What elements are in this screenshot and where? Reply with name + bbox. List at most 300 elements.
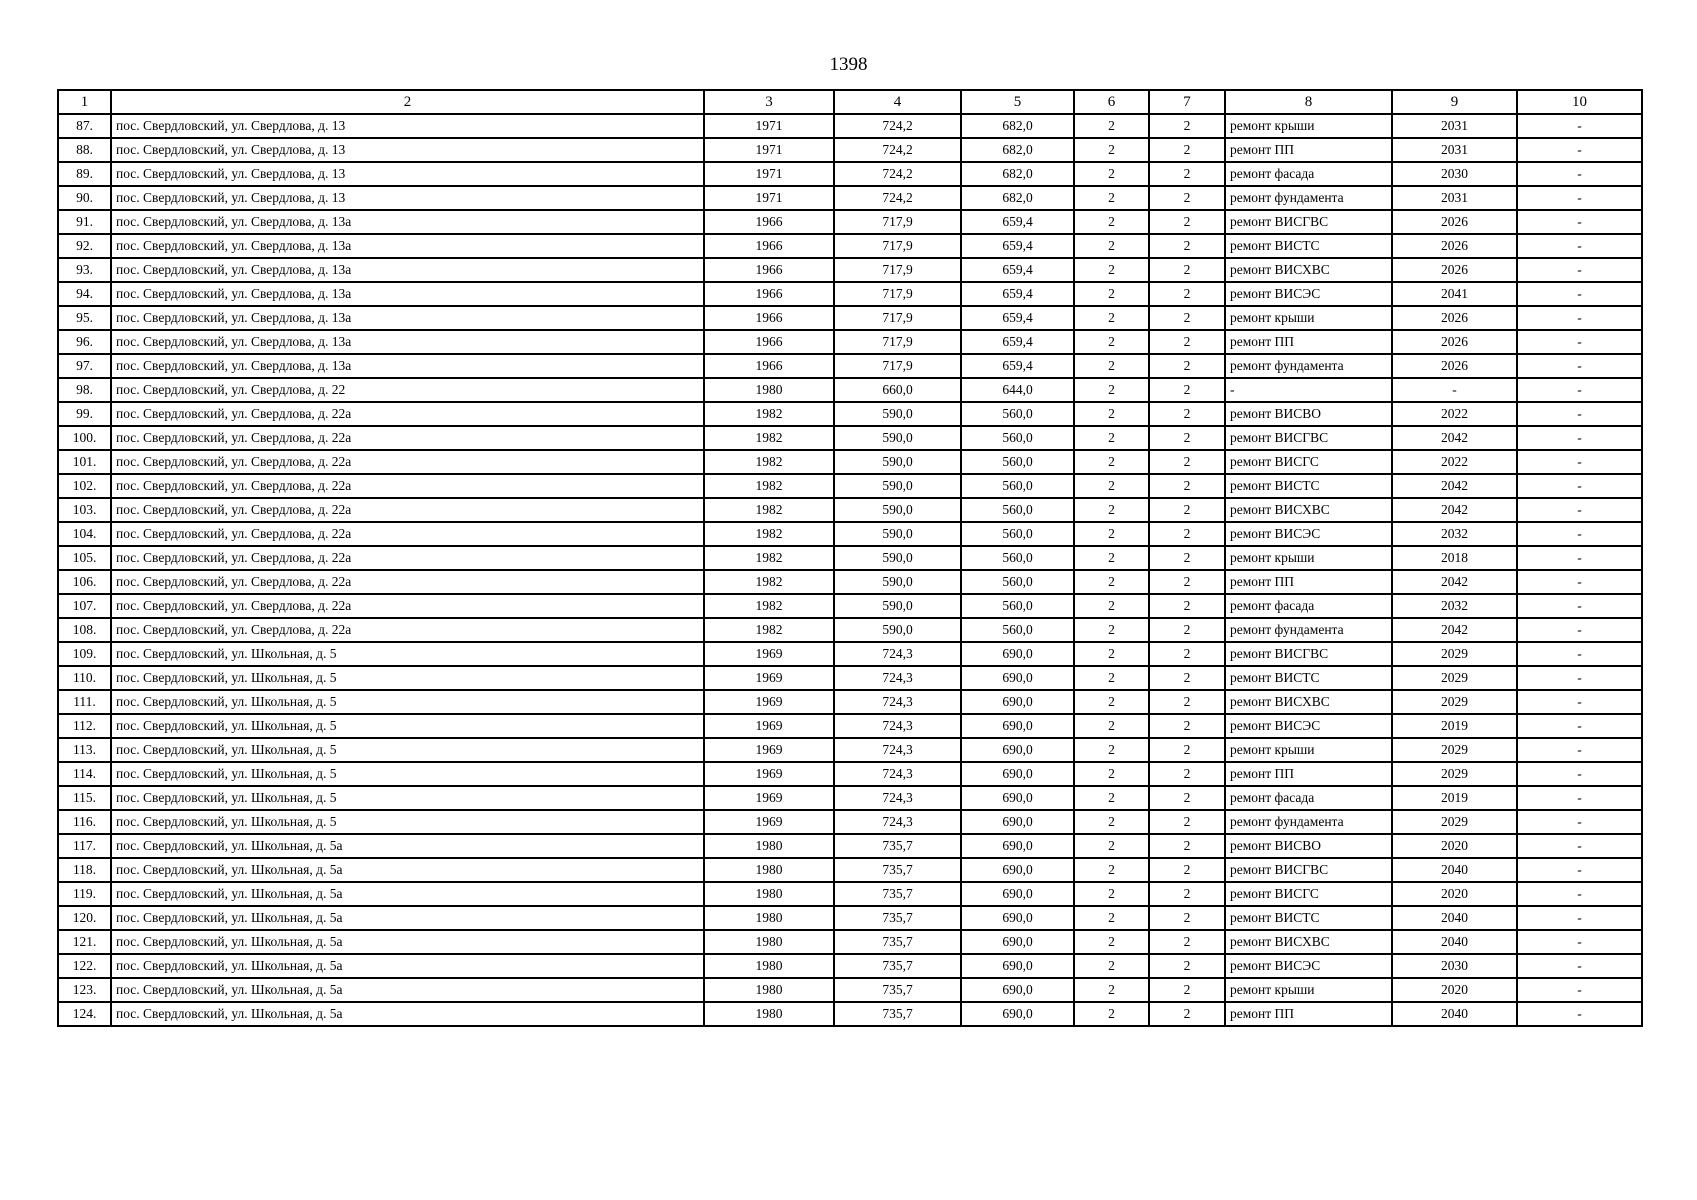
row-number-cell: 118. (58, 858, 111, 882)
year-cell: 2029 (1392, 642, 1517, 666)
year-cell: 2032 (1392, 522, 1517, 546)
col6-cell: 2 (1074, 186, 1149, 210)
col7-cell: 2 (1149, 714, 1225, 738)
page-number: 1398 (829, 54, 868, 75)
address-cell: пос. Свердловский, ул. Школьная, д. 5 (111, 690, 704, 714)
year-cell: 2030 (1392, 954, 1517, 978)
col7-cell: 2 (1149, 426, 1225, 450)
total-area-cell: 724,3 (834, 714, 961, 738)
repair-schedule-table (57, 89, 1643, 1027)
row-number-cell: 113. (58, 738, 111, 762)
col7-cell: 2 (1149, 762, 1225, 786)
col7-cell: 2 (1149, 978, 1225, 1002)
col10-cell: - (1517, 402, 1642, 426)
row-number-cell: 124. (58, 1002, 111, 1026)
living-area-cell: 682,0 (961, 114, 1074, 138)
col7-cell: 2 (1149, 378, 1225, 402)
col7-cell: 2 (1149, 954, 1225, 978)
year-built-cell: 1980 (704, 834, 834, 858)
address-cell: пос. Свердловский, ул. Свердлова, д. 13а (111, 234, 704, 258)
table-row (58, 354, 1642, 378)
work-type-cell: ремонт ВИСЭС (1225, 954, 1392, 978)
living-area-cell: 690,0 (961, 954, 1074, 978)
year-cell: 2031 (1392, 114, 1517, 138)
col6-cell: 2 (1074, 810, 1149, 834)
col10-cell: - (1517, 690, 1642, 714)
col10-cell: - (1517, 930, 1642, 954)
col7-cell: 2 (1149, 306, 1225, 330)
table-row (58, 450, 1642, 474)
col7-cell: 2 (1149, 882, 1225, 906)
total-area-cell: 735,7 (834, 954, 961, 978)
header-cell: 6 (1074, 90, 1149, 114)
col10-cell: - (1517, 1002, 1642, 1026)
table-row (58, 210, 1642, 234)
address-cell: пос. Свердловский, ул. Школьная, д. 5 (111, 810, 704, 834)
col7-cell: 2 (1149, 738, 1225, 762)
living-area-cell: 690,0 (961, 738, 1074, 762)
work-type-cell: ремонт ПП (1225, 762, 1392, 786)
year-built-cell: 1966 (704, 258, 834, 282)
total-area-cell: 590,0 (834, 402, 961, 426)
living-area-cell: 560,0 (961, 570, 1074, 594)
col10-cell: - (1517, 954, 1642, 978)
year-cell: 2032 (1392, 594, 1517, 618)
work-type-cell: ремонт фасада (1225, 786, 1392, 810)
total-area-cell: 590,0 (834, 474, 961, 498)
total-area-cell: 590,0 (834, 618, 961, 642)
total-area-cell: 717,9 (834, 330, 961, 354)
col10-cell: - (1517, 378, 1642, 402)
address-cell: пос. Свердловский, ул. Школьная, д. 5 (111, 714, 704, 738)
col7-cell: 2 (1149, 546, 1225, 570)
col6-cell: 2 (1074, 594, 1149, 618)
year-cell: 2040 (1392, 858, 1517, 882)
total-area-cell: 735,7 (834, 834, 961, 858)
col6-cell: 2 (1074, 1002, 1149, 1026)
year-cell: 2042 (1392, 570, 1517, 594)
year-built-cell: 1982 (704, 474, 834, 498)
table-row (58, 258, 1642, 282)
col7-cell: 2 (1149, 690, 1225, 714)
address-cell: пос. Свердловский, ул. Школьная, д. 5а (111, 954, 704, 978)
table-body (58, 114, 1642, 1026)
work-type-cell: - (1225, 378, 1392, 402)
row-number-cell: 108. (58, 618, 111, 642)
work-type-cell: ремонт ВИСГС (1225, 450, 1392, 474)
table-row (58, 474, 1642, 498)
header-cell: 5 (961, 90, 1074, 114)
col7-cell: 2 (1149, 210, 1225, 234)
table-row (58, 786, 1642, 810)
year-cell: 2031 (1392, 138, 1517, 162)
total-area-cell: 717,9 (834, 282, 961, 306)
table-row (58, 978, 1642, 1002)
table-row (58, 714, 1642, 738)
row-number-cell: 117. (58, 834, 111, 858)
total-area-cell: 717,9 (834, 354, 961, 378)
address-cell: пос. Свердловский, ул. Школьная, д. 5 (111, 666, 704, 690)
col10-cell: - (1517, 786, 1642, 810)
address-cell: пос. Свердловский, ул. Свердлова, д. 13 (111, 138, 704, 162)
year-cell: 2019 (1392, 714, 1517, 738)
row-number-cell: 107. (58, 594, 111, 618)
total-area-cell: 735,7 (834, 858, 961, 882)
year-cell: 2029 (1392, 666, 1517, 690)
total-area-cell: 724,3 (834, 786, 961, 810)
col7-cell: 2 (1149, 1002, 1225, 1026)
address-cell: пос. Свердловский, ул. Свердлова, д. 22а (111, 570, 704, 594)
col10-cell: - (1517, 162, 1642, 186)
col10-cell: - (1517, 186, 1642, 210)
col7-cell: 2 (1149, 786, 1225, 810)
living-area-cell: 690,0 (961, 882, 1074, 906)
table-row (58, 666, 1642, 690)
total-area-cell: 735,7 (834, 1002, 961, 1026)
col6-cell: 2 (1074, 474, 1149, 498)
row-number-cell: 115. (58, 786, 111, 810)
total-area-cell: 590,0 (834, 450, 961, 474)
col6-cell: 2 (1074, 498, 1149, 522)
row-number-cell: 96. (58, 330, 111, 354)
total-area-cell: 724,3 (834, 690, 961, 714)
address-cell: пос. Свердловский, ул. Свердлова, д. 13а (111, 258, 704, 282)
col7-cell: 2 (1149, 450, 1225, 474)
col10-cell: - (1517, 810, 1642, 834)
year-built-cell: 1980 (704, 1002, 834, 1026)
table-row (58, 306, 1642, 330)
year-built-cell: 1982 (704, 450, 834, 474)
year-cell: 2040 (1392, 906, 1517, 930)
col7-cell: 2 (1149, 474, 1225, 498)
col10-cell: - (1517, 978, 1642, 1002)
address-cell: пос. Свердловский, ул. Свердлова, д. 22а (111, 474, 704, 498)
col7-cell: 2 (1149, 642, 1225, 666)
year-cell: 2022 (1392, 450, 1517, 474)
address-cell: пос. Свердловский, ул. Школьная, д. 5 (111, 738, 704, 762)
year-built-cell: 1966 (704, 354, 834, 378)
address-cell: пос. Свердловский, ул. Свердлова, д. 13а (111, 354, 704, 378)
col6-cell: 2 (1074, 738, 1149, 762)
address-cell: пос. Свердловский, ул. Свердлова, д. 13 (111, 186, 704, 210)
table-row (58, 378, 1642, 402)
address-cell: пос. Свердловский, ул. Школьная, д. 5а (111, 978, 704, 1002)
year-cell: 2029 (1392, 738, 1517, 762)
living-area-cell: 560,0 (961, 546, 1074, 570)
year-built-cell: 1969 (704, 666, 834, 690)
year-cell: 2040 (1392, 930, 1517, 954)
address-cell: пос. Свердловский, ул. Свердлова, д. 13а (111, 282, 704, 306)
col10-cell: - (1517, 306, 1642, 330)
address-cell: пос. Свердловский, ул. Школьная, д. 5 (111, 786, 704, 810)
total-area-cell: 724,3 (834, 810, 961, 834)
col10-cell: - (1517, 666, 1642, 690)
living-area-cell: 659,4 (961, 234, 1074, 258)
work-type-cell: ремонт ПП (1225, 138, 1392, 162)
col6-cell: 2 (1074, 906, 1149, 930)
address-cell: пос. Свердловский, ул. Школьная, д. 5а (111, 1002, 704, 1026)
col6-cell: 2 (1074, 930, 1149, 954)
col10-cell: - (1517, 570, 1642, 594)
total-area-cell: 590,0 (834, 426, 961, 450)
year-built-cell: 1969 (704, 762, 834, 786)
living-area-cell: 659,4 (961, 330, 1074, 354)
table-row (58, 138, 1642, 162)
col7-cell: 2 (1149, 330, 1225, 354)
header-cell: 1 (58, 90, 111, 114)
col10-cell: - (1517, 354, 1642, 378)
row-number-cell: 112. (58, 714, 111, 738)
header-cell: 7 (1149, 90, 1225, 114)
col6-cell: 2 (1074, 618, 1149, 642)
col7-cell: 2 (1149, 114, 1225, 138)
year-built-cell: 1966 (704, 210, 834, 234)
row-number-cell: 109. (58, 642, 111, 666)
living-area-cell: 560,0 (961, 426, 1074, 450)
address-cell: пос. Свердловский, ул. Свердлова, д. 22а (111, 522, 704, 546)
work-type-cell: ремонт ВИСТС (1225, 234, 1392, 258)
living-area-cell: 690,0 (961, 786, 1074, 810)
total-area-cell: 590,0 (834, 522, 961, 546)
col6-cell: 2 (1074, 162, 1149, 186)
year-cell: 2020 (1392, 834, 1517, 858)
total-area-cell: 590,0 (834, 570, 961, 594)
year-built-cell: 1980 (704, 858, 834, 882)
living-area-cell: 659,4 (961, 258, 1074, 282)
table-row (58, 906, 1642, 930)
table-row (58, 594, 1642, 618)
col10-cell: - (1517, 210, 1642, 234)
table-row (58, 426, 1642, 450)
col7-cell: 2 (1149, 402, 1225, 426)
table-row (58, 570, 1642, 594)
col6-cell: 2 (1074, 234, 1149, 258)
year-cell: 2026 (1392, 210, 1517, 234)
year-cell: - (1392, 378, 1517, 402)
table-row (58, 522, 1642, 546)
total-area-cell: 724,3 (834, 762, 961, 786)
col7-cell: 2 (1149, 498, 1225, 522)
work-type-cell: ремонт ВИСВО (1225, 834, 1392, 858)
year-built-cell: 1969 (704, 642, 834, 666)
table-row (58, 234, 1642, 258)
year-built-cell: 1982 (704, 498, 834, 522)
col7-cell: 2 (1149, 234, 1225, 258)
year-cell: 2040 (1392, 1002, 1517, 1026)
year-cell: 2029 (1392, 762, 1517, 786)
col7-cell: 2 (1149, 810, 1225, 834)
address-cell: пос. Свердловский, ул. Свердлова, д. 13а (111, 330, 704, 354)
col10-cell: - (1517, 834, 1642, 858)
living-area-cell: 659,4 (961, 210, 1074, 234)
work-type-cell: ремонт крыши (1225, 978, 1392, 1002)
col6-cell: 2 (1074, 546, 1149, 570)
year-built-cell: 1982 (704, 426, 834, 450)
work-type-cell: ремонт крыши (1225, 546, 1392, 570)
col6-cell: 2 (1074, 834, 1149, 858)
row-number-cell: 119. (58, 882, 111, 906)
col6-cell: 2 (1074, 690, 1149, 714)
address-cell: пос. Свердловский, ул. Свердлова, д. 22а (111, 450, 704, 474)
living-area-cell: 690,0 (961, 978, 1074, 1002)
total-area-cell: 717,9 (834, 306, 961, 330)
col6-cell: 2 (1074, 522, 1149, 546)
table-row (58, 858, 1642, 882)
year-cell: 2026 (1392, 354, 1517, 378)
year-built-cell: 1980 (704, 906, 834, 930)
year-built-cell: 1969 (704, 786, 834, 810)
col6-cell: 2 (1074, 978, 1149, 1002)
header-cell: 9 (1392, 90, 1517, 114)
col10-cell: - (1517, 546, 1642, 570)
year-built-cell: 1971 (704, 186, 834, 210)
year-built-cell: 1982 (704, 546, 834, 570)
year-cell: 2026 (1392, 306, 1517, 330)
col6-cell: 2 (1074, 450, 1149, 474)
table-row (58, 954, 1642, 978)
work-type-cell: ремонт ВИСХВС (1225, 690, 1392, 714)
col10-cell: - (1517, 522, 1642, 546)
col10-cell: - (1517, 138, 1642, 162)
col10-cell: - (1517, 738, 1642, 762)
address-cell: пос. Свердловский, ул. Свердлова, д. 13 (111, 114, 704, 138)
living-area-cell: 560,0 (961, 618, 1074, 642)
row-number-cell: 122. (58, 954, 111, 978)
row-number-cell: 89. (58, 162, 111, 186)
address-cell: пос. Свердловский, ул. Свердлова, д. 22а (111, 546, 704, 570)
col6-cell: 2 (1074, 114, 1149, 138)
col6-cell: 2 (1074, 258, 1149, 282)
year-built-cell: 1969 (704, 810, 834, 834)
work-type-cell: ремонт ВИСХВС (1225, 498, 1392, 522)
work-type-cell: ремонт ВИСЭС (1225, 282, 1392, 306)
address-cell: пос. Свердловский, ул. Свердлова, д. 22а (111, 498, 704, 522)
year-cell: 2026 (1392, 330, 1517, 354)
address-cell: пос. Свердловский, ул. Школьная, д. 5 (111, 762, 704, 786)
header-cell: 4 (834, 90, 961, 114)
col6-cell: 2 (1074, 330, 1149, 354)
address-cell: пос. Свердловский, ул. Свердлова, д. 22 (111, 378, 704, 402)
total-area-cell: 660,0 (834, 378, 961, 402)
total-area-cell: 590,0 (834, 546, 961, 570)
total-area-cell: 724,3 (834, 666, 961, 690)
col6-cell: 2 (1074, 882, 1149, 906)
year-built-cell: 1969 (704, 738, 834, 762)
table-row (58, 882, 1642, 906)
col6-cell: 2 (1074, 378, 1149, 402)
col7-cell: 2 (1149, 858, 1225, 882)
table-row (58, 642, 1642, 666)
work-type-cell: ремонт крыши (1225, 306, 1392, 330)
address-cell: пос. Свердловский, ул. Свердлова, д. 13 (111, 162, 704, 186)
living-area-cell: 690,0 (961, 834, 1074, 858)
year-built-cell: 1982 (704, 618, 834, 642)
table-row (58, 810, 1642, 834)
col10-cell: - (1517, 282, 1642, 306)
col10-cell: - (1517, 882, 1642, 906)
year-cell: 2020 (1392, 978, 1517, 1002)
col6-cell: 2 (1074, 786, 1149, 810)
col6-cell: 2 (1074, 402, 1149, 426)
header-cell: 2 (111, 90, 704, 114)
row-number-cell: 91. (58, 210, 111, 234)
work-type-cell: ремонт фасада (1225, 594, 1392, 618)
col7-cell: 2 (1149, 570, 1225, 594)
living-area-cell: 560,0 (961, 594, 1074, 618)
year-cell: 2022 (1392, 402, 1517, 426)
year-built-cell: 1966 (704, 330, 834, 354)
year-cell: 2018 (1392, 546, 1517, 570)
year-built-cell: 1980 (704, 882, 834, 906)
table-row (58, 282, 1642, 306)
row-number-cell: 123. (58, 978, 111, 1002)
table-row (58, 738, 1642, 762)
total-area-cell: 724,3 (834, 642, 961, 666)
row-number-cell: 90. (58, 186, 111, 210)
year-cell: 2042 (1392, 426, 1517, 450)
address-cell: пос. Свердловский, ул. Свердлова, д. 13а (111, 210, 704, 234)
col10-cell: - (1517, 906, 1642, 930)
total-area-cell: 735,7 (834, 906, 961, 930)
living-area-cell: 690,0 (961, 858, 1074, 882)
col10-cell: - (1517, 858, 1642, 882)
work-type-cell: ремонт ПП (1225, 330, 1392, 354)
table-row (58, 186, 1642, 210)
total-area-cell: 590,0 (834, 498, 961, 522)
living-area-cell: 560,0 (961, 498, 1074, 522)
table-row (58, 546, 1642, 570)
col10-cell: - (1517, 762, 1642, 786)
row-number-cell: 93. (58, 258, 111, 282)
address-cell: пос. Свердловский, ул. Свердлова, д. 22а (111, 402, 704, 426)
row-number-cell: 105. (58, 546, 111, 570)
col6-cell: 2 (1074, 354, 1149, 378)
year-cell: 2030 (1392, 162, 1517, 186)
living-area-cell: 690,0 (961, 762, 1074, 786)
year-cell: 2029 (1392, 690, 1517, 714)
work-type-cell: ремонт ПП (1225, 1002, 1392, 1026)
col7-cell: 2 (1149, 138, 1225, 162)
work-type-cell: ремонт ВИСЭС (1225, 522, 1392, 546)
address-cell: пос. Свердловский, ул. Школьная, д. 5а (111, 858, 704, 882)
year-built-cell: 1966 (704, 234, 834, 258)
row-number-cell: 102. (58, 474, 111, 498)
living-area-cell: 690,0 (961, 930, 1074, 954)
year-built-cell: 1982 (704, 594, 834, 618)
total-area-cell: 717,9 (834, 210, 961, 234)
col6-cell: 2 (1074, 858, 1149, 882)
work-type-cell: ремонт ВИСХВС (1225, 930, 1392, 954)
total-area-cell: 724,2 (834, 114, 961, 138)
total-area-cell: 735,7 (834, 930, 961, 954)
living-area-cell: 644,0 (961, 378, 1074, 402)
work-type-cell: ремонт ПП (1225, 570, 1392, 594)
col7-cell: 2 (1149, 282, 1225, 306)
col10-cell: - (1517, 114, 1642, 138)
row-number-cell: 101. (58, 450, 111, 474)
col7-cell: 2 (1149, 906, 1225, 930)
work-type-cell: ремонт фундамента (1225, 810, 1392, 834)
living-area-cell: 659,4 (961, 354, 1074, 378)
work-type-cell: ремонт ВИСЭС (1225, 714, 1392, 738)
year-cell: 2020 (1392, 882, 1517, 906)
work-type-cell: ремонт ВИСХВС (1225, 258, 1392, 282)
col10-cell: - (1517, 234, 1642, 258)
work-type-cell: ремонт крыши (1225, 738, 1392, 762)
work-type-cell: ремонт фасада (1225, 162, 1392, 186)
living-area-cell: 560,0 (961, 450, 1074, 474)
row-number-cell: 104. (58, 522, 111, 546)
